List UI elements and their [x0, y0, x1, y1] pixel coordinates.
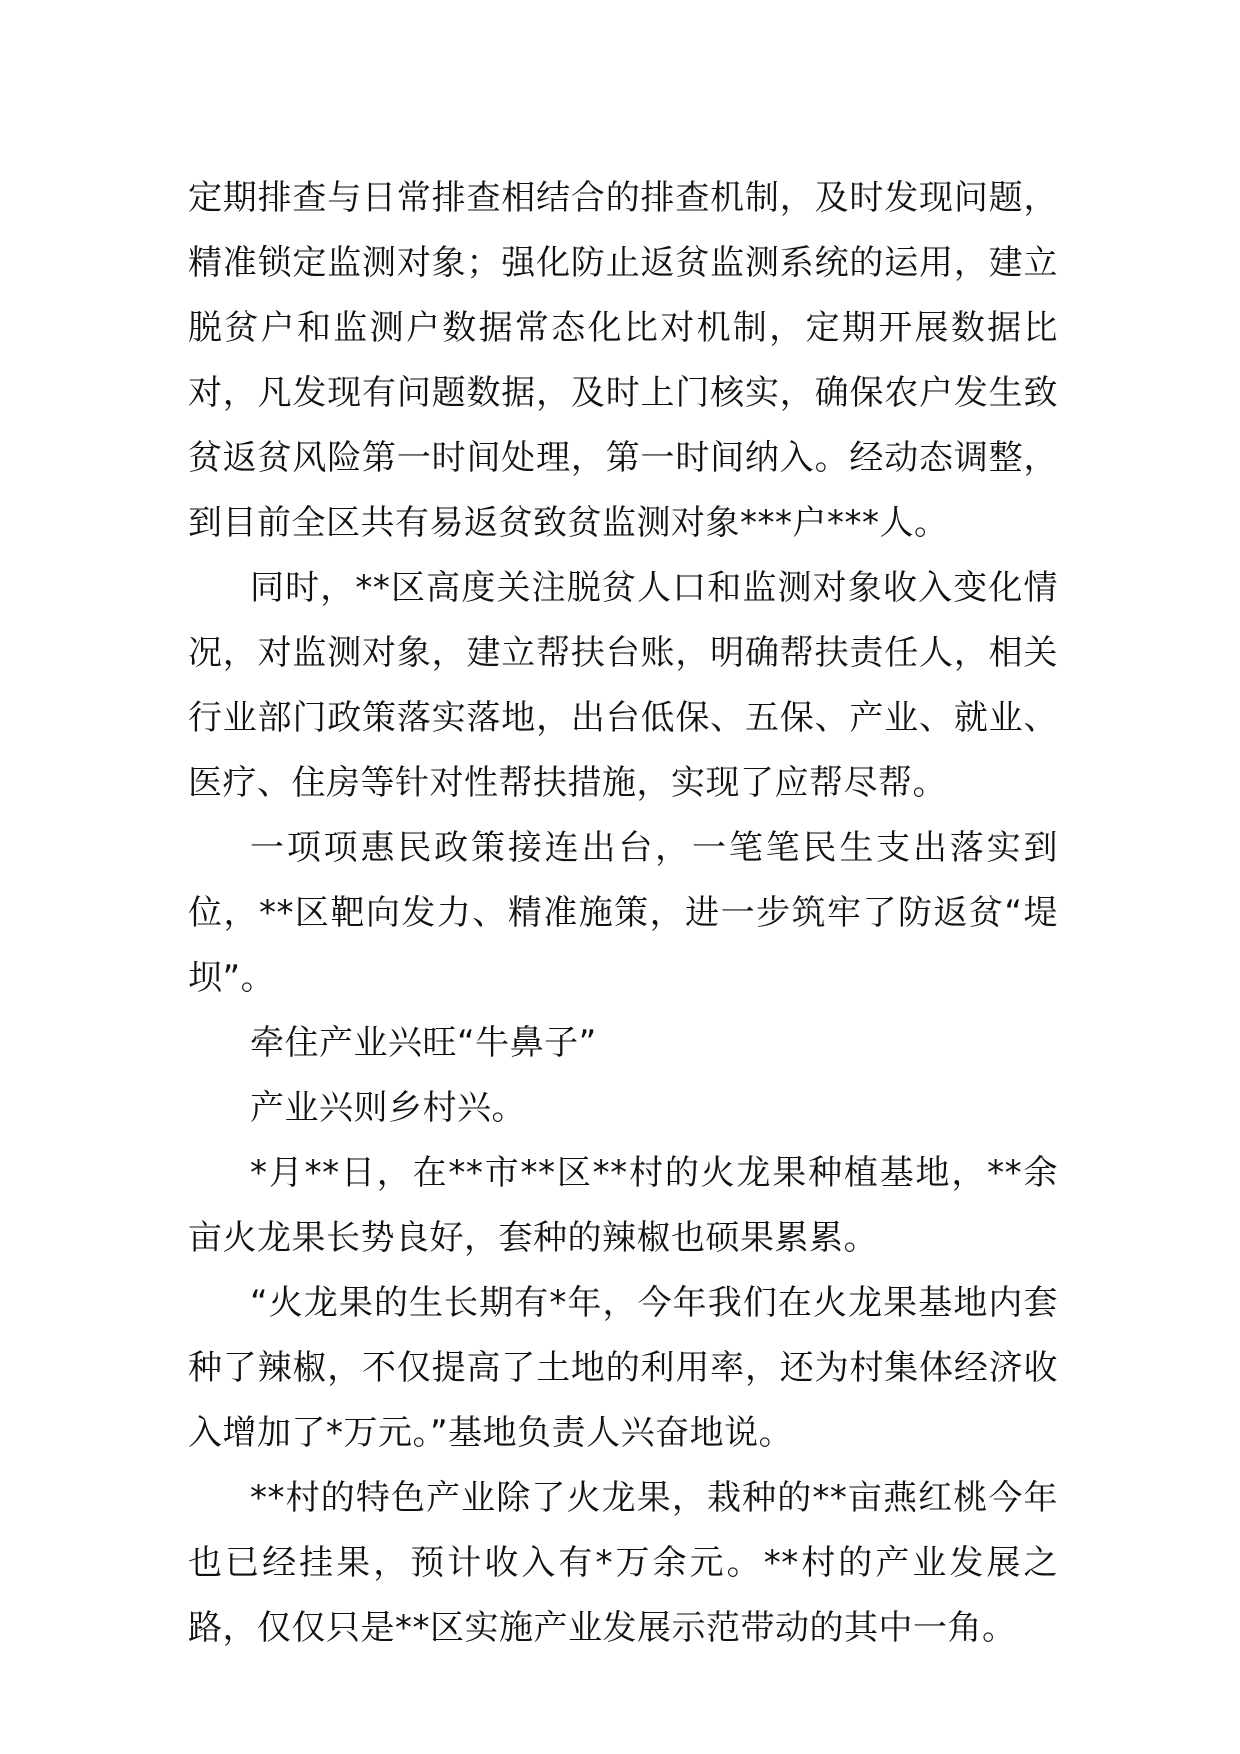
paragraph-6: *月**日，在**市**区**村的火龙果种植基地，**余亩火龙果长势良好，套种的辣椒也硕果累累。 — [188, 1153, 1058, 1258]
document-body — [188, 166, 1058, 1661]
paragraph-5: 产业兴则乡村兴。 — [250, 1088, 526, 1128]
paragraph-1: 定期排查与日常排查相结合的排查机制，及时发现问题，精准锁定监测对象；强化防止返贫监测系统的运用，建立脱贫户和监测户数据常态化比对机制，定期开展数据比对，凡发现有问题数据，及时上门核实，确保农户发生致贫返贫风险第一时间处理，第一时间纳入。经动态调整，到目前全区共有易返贫致贫监测对象***户***人。 — [188, 178, 1058, 543]
paragraph-8: **村的特色产业除了火龙果，栽种的**亩燕红桃今年也已经挂果，预计收入有*万余元。**村的产业发展之路，仅仅只是**区实施产业发展示范带动的其中一角。 — [188, 1478, 1058, 1648]
section-heading: 牵住产业兴旺“牛鼻子” — [250, 1023, 597, 1063]
paragraph-3: 一项项惠民政策接连出台，一笔笔民生支出落实到位，**区靶向发力、精准施策，进一步筑牢了防返贫“堤坝”。 — [188, 828, 1058, 998]
paragraph-2: 同时，**区高度关注脱贫人口和监测对象收入变化情况，对监测对象，建立帮扶台账，明确帮扶责任人，相关行业部门政策落实落地，出台低保、五保、产业、就业、医疗、住房等针对性帮扶措施，实现了应帮尽帮。 — [188, 568, 1058, 803]
paragraph-7: “火龙果的生长期有*年，今年我们在火龙果基地内套种了辣椒，不仅提高了土地的利用率，还为村集体经济收入增加了*万元。”基地负责人兴奋地说。 — [188, 1283, 1058, 1453]
